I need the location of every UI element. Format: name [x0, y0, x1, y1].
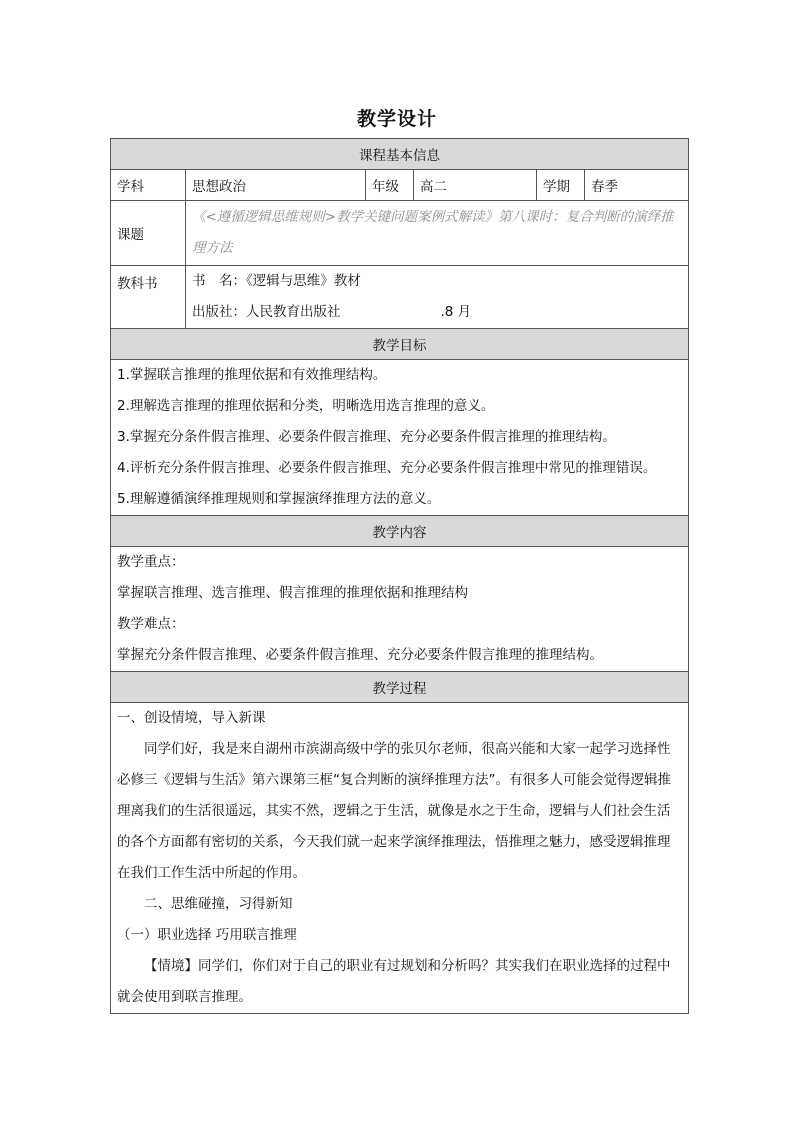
objective-item: 3.掌握充分条件假言推理、必要条件假言推理、充分必要条件假言推理的推理结构。 [117, 429, 616, 445]
section-title: 教学目标 [111, 329, 689, 360]
grade-label: 年级 [366, 170, 414, 201]
book-name-line: 书 名：《逻辑与思维》教材 [192, 273, 361, 289]
process-body [111, 703, 689, 1014]
section-title: 教学过程 [111, 672, 689, 703]
section-header-process [111, 672, 689, 703]
difficult-points-label: 教学难点： [117, 616, 185, 632]
subsection-title: （一）职业选择 巧用联言推理 [117, 927, 297, 943]
process-step-1: 一、创设情境，导入新课 [117, 710, 266, 726]
key-points-text: 掌握联言推理、选言推理、假言推理的推理依据和推理结构 [117, 585, 468, 601]
intro-paragraph: 同学们好，我是来自湖州市滨湖高级中学的张贝尔老师，很高兴能和大家一起学习选择性必修三《逻辑与生活》第六课第三框“复合判断的演绎推理方法”。有很多人可能会觉得逻辑推理离我们的生活很遥远，其实不然，逻辑之于生活，就像是水之于生命，逻辑与人们社会生活的各个方面都有密切的关系，今天我们就一起来学演绎推理法，悟推理之魅力，感受逻辑推理在我们工作生活中所起的作用。 [117, 741, 671, 881]
content-row [111, 547, 689, 672]
objective-item: 5.理解遵循演绎推理规则和掌握演绎推理方法的意义。 [117, 491, 441, 507]
process-step-2: 二、思维碰撞，习得新知 [144, 896, 293, 912]
objective-item: 4.评析充分条件假言推理、必要条件假言推理、充分必要条件假言推理中常见的推理错误。 [117, 460, 657, 476]
document-title: 教学设计 [356, 108, 437, 130]
key-points-label: 教学重点： [117, 554, 185, 570]
publisher-line [192, 297, 682, 328]
textbook-label: 教科书 [111, 266, 186, 329]
textbook-info [186, 266, 689, 329]
topic-row [111, 201, 689, 266]
difficult-points-text: 掌握充分条件假言推理、必要条件假言推理、充分必要条件假言推理的推理结构。 [117, 647, 603, 663]
subject-value: 思想政治 [186, 170, 366, 201]
publisher-text: 出版社：人民教育出版社 [192, 304, 341, 320]
subject-label: 学科 [111, 170, 186, 201]
grade-value: 高二 [414, 170, 537, 201]
section-header-basic-info [111, 139, 689, 170]
objectives-list [111, 360, 689, 516]
section-header-content [111, 516, 689, 547]
topic-value: 《<遵循逻辑思维规则>教学关键问题案例式解读》第八课时：复合判断的演绎推理方法 [186, 201, 689, 266]
info-row [111, 170, 689, 201]
process-row [111, 703, 689, 1014]
lesson-plan-table [110, 138, 689, 1014]
section-header-objectives [111, 329, 689, 360]
section-title: 教学内容 [111, 516, 689, 547]
publish-date: .8 月 [440, 304, 472, 320]
content-body [111, 547, 689, 672]
textbook-row [111, 266, 689, 329]
term-label: 学期 [537, 170, 585, 201]
objective-item: 1.掌握联言推理的推理依据和有效推理结构。 [117, 367, 387, 383]
topic-label: 课题 [111, 201, 186, 266]
objective-item: 2.理解选言推理的推理依据和分类，明晰选用选言推理的意义。 [117, 398, 495, 414]
scenario-paragraph: 【情境】同学们，你们对于自己的职业有过规划和分析吗？其实我们在职业选择的过程中就会使用到联言推理。 [117, 958, 671, 1005]
term-value: 春季 [585, 170, 689, 201]
section-title: 课程基本信息 [111, 139, 689, 170]
objectives-row [111, 360, 689, 516]
